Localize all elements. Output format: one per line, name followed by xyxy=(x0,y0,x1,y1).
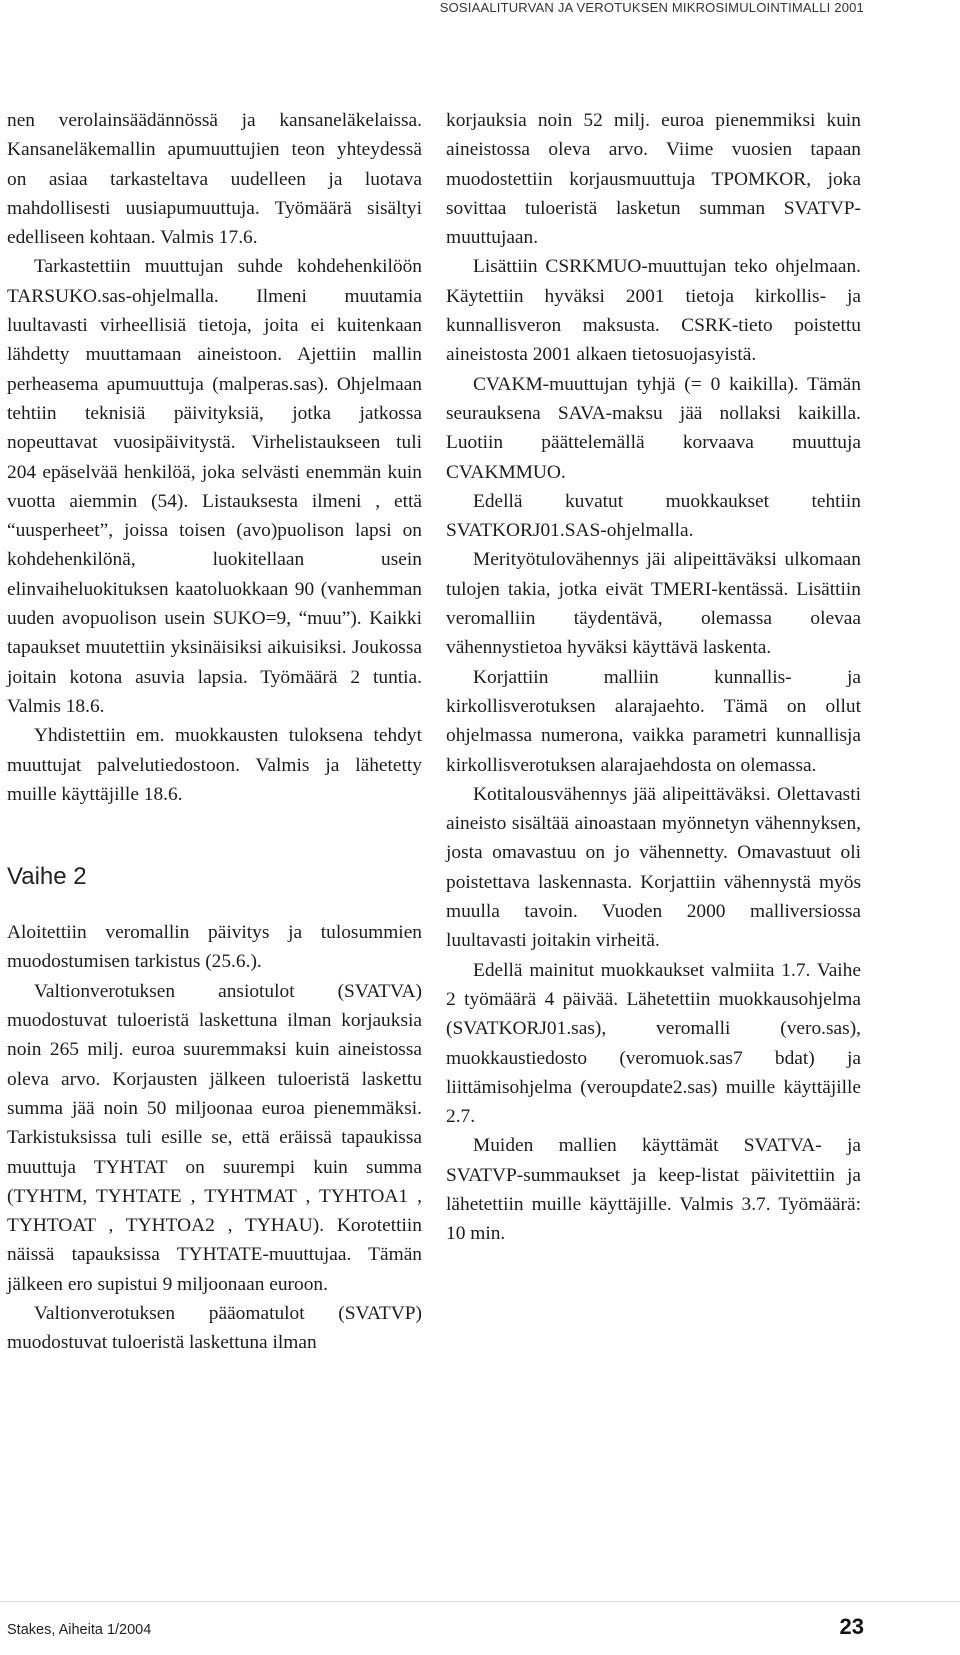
paragraph: Merityötulovähennys jäi alipeittäväksi ulkomaan tulojen takia, jotka eivät TMERI-kentässä. Lisättiin veromalliin täydentävä, olemassa olevaa vähennystietoa hyväksi käyttävä laskenta. xyxy=(446,549,861,659)
section-heading: Vaihe 2 xyxy=(7,863,87,891)
paragraph: Edellä mainitut muokkaukset valmiita 1.7. Vaihe 2 työmäärä 4 päivää. Lähetettiin muokkausohjelma (SVATKORJ01.sas), veromalli (vero.sas), muokkaustiedosto (veromuok.sas7 bdat) ja liittämisohjelma (veroupdate2.sas) muille käyttäjille 2.7. xyxy=(446,959,861,1128)
paragraph: Tarkastettiin muuttujan suhde kohdehenkilöön TARSUKO.sas-ohjelmalla. Ilmeni muutamia luultavasti virheellisiä tietoja, joita ei kuitenkaan lähdetty muuttamaan aineistoon. Ajettiin mallin perheasema apumuuttuja (malperas.sas). Ohjelmaan tehtiin teknisiä päivityksiä, jotka jatkossa nopeuttavat vuosipäivitystä. Virhelistaukseen tuli 204 epäselvää henkilöä, joka selvästi enemmän kuin vuotta aiemmin (54). Listauksesta ilmeni , että “uusperheet”, joissa toisen (avo)puolison lapsi on kohdehenkilönä, luokitellaan usein elinvaiheluokituksen kaatoluokkaan 90 (vanhemman uuden avopuolison usein SUKO=9, “muu”). Kaikki tapaukset muutettiin yksinäisiksi aikuisiksi. Joukossa joitain kotona asuvia lapsia. Työmäärä 2 tuntia. Valmis 18.6. xyxy=(7,256,422,717)
paragraph: CVAKM-muuttujan tyhjä (= 0 kaikilla). Tämän seurauksena SAVA-maksu jää nollaksi kaikilla. Luotiin päättelemällä korvaava muuttuja CVAKMMUO. xyxy=(446,373,861,483)
right-column xyxy=(446,106,861,1249)
paragraph: Valtionverotuksen ansiotulot (SVATVA) muodostuvat tuloeristä laskettuna ilman korjauksia noin 265 milj. euroa suuremmaksi kuin aineistossa oleva arvo. Korjausten jälkeen tuloeristä laskettu summa jää noin 50 miljoonaa euroa pienemmäksi. Tarkistuksissa tuli esille se, että eräissä tapaukissa muuttuja TYHTAT on suurempi kuin summa (TYHTM, TYHTATE , TYHTMAT , TYHTOA1 , TYHTOAT , TYHTOA2 , TYHAU). Korotettiin näissä tapauksissa TYHTATE-muuttujaa. Tämän jälkeen ero supistui 9 miljoonaan euroon. xyxy=(7,980,422,1295)
running-head: SOSIAALITURVAN JA VEROTUKSEN MIKROSIMULOINTIMALLI 2001 xyxy=(439,0,864,15)
paragraph: Lisättiin CSRKMUO-muuttujan teko ohjelmaan. Käytettiin hyväksi 2001 tietoja kirkollis- ja kunnallisveron maksusta. CSRK-tieto poistettu aineistosta 2001 alkaen tietosuojasyistä. xyxy=(446,256,861,366)
paragraph: Yhdistettiin em. muokkausten tuloksena tehdyt muuttujat palvelutiedostoon. Valmis ja lähetetty muille käyttäjille 18.6. xyxy=(7,725,422,805)
paragraph: Kotitalousvähennys jää alipeittäväksi. Olettavasti aineisto sisältää ainoastaan myönnetyn vähennyksen, josta omavastuu on jo vähennetty. Omavastuut oli poistettava laskennasta. Korjattiin vähennystä myös muulla tavoin. Vuoden 2000 malliversiossa luultavasti joitakin virheitä. xyxy=(446,783,861,952)
paragraph: korjauksia noin 52 milj. euroa pienemmiksi kuin aineistossa oleva arvo. Viime vuosien tapaan muodostettiin korjausmuuttuja TPOMKOR, joka sovittaa tuloeristä lasketun summan SVATVP-muuttujaan. xyxy=(446,110,861,249)
paragraph: Aloitettiin veromallin päivitys ja tulosummien muodostumisen tarkistus (25.6.). xyxy=(7,922,422,973)
left-column xyxy=(7,106,422,1358)
footer-divider xyxy=(0,1601,960,1602)
page-number: 23 xyxy=(839,1614,864,1639)
footer-source: Stakes, Aiheita 1/2004 xyxy=(7,1622,152,1638)
paragraph: Muiden mallien käyttämät SVATVA- ja SVATVP-summaukset ja keep-listat päivitettiin ja lähetettiin muille käyttäjille. Valmis 3.7. Työmäärä: 10 min. xyxy=(446,1135,861,1245)
paragraph: Edellä kuvatut muokkaukset tehtiin SVATKORJ01.SAS-ohjelmalla. xyxy=(446,490,861,542)
paragraph: Valtionverotuksen pääomatulot (SVATVP) muodostuvat tuloeristä laskettuna ilman xyxy=(7,1302,422,1354)
paragraph: Korjattiin malliin kunnallis- ja kirkollisverotuksen alarajaehto. Tämä on ollut ohjelmassa numerona, vaikka parametri kunnallisja kirkollisverotuksen alarajaehdosta on olemassa. xyxy=(446,666,861,776)
paragraph: nen verolainsäädännössä ja kansaneläkelaissa. Kansaneläkemallin apumuuttujien teon yhteydessä on asiaa tarkasteltava uudelleen ja luotava mahdollisesti uusiapumuuttuja. Työmäärä sisältyi edelliseen kohtaan. Valmis 17.6. xyxy=(7,110,422,249)
